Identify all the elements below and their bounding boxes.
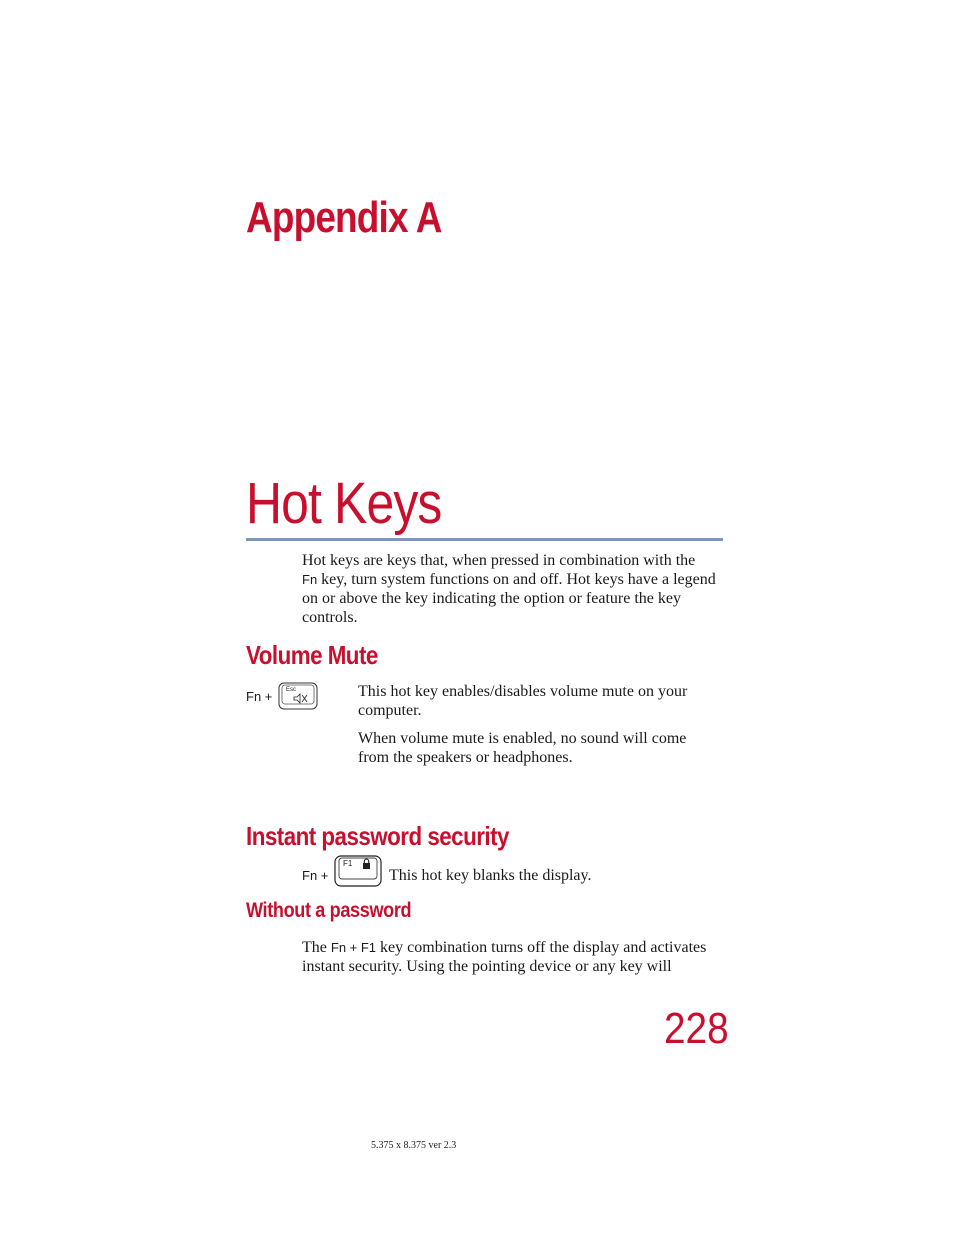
intro-paragraph [302,551,727,627]
intro-text-1: Hot keys are keys that, when pressed in combination with the [302,552,696,569]
page-number: 228 [664,1004,729,1053]
volume-mute-note: When volume mute is enabled, no sound will come from the speakers or headphones. [358,730,687,766]
instant-password-description: This hot key blanks the display. [389,867,592,884]
appendix-title: Appendix A [246,193,442,242]
without-password-heading: Without a password [246,899,412,922]
footer-version: 5.375 x 8.375 ver 2.3 [371,1140,457,1151]
fn-f1-combo-label: Fn + F1 [330,940,377,955]
fn-plus-label: Fn + [246,688,273,704]
without-password-text-1: The [302,939,331,956]
volume-mute-key-combo [246,682,318,710]
volume-mute-description: This hot key enables/disables volume mute on your computer. [358,683,688,719]
f1-key-icon [334,855,382,887]
f1-key-text: F1 [343,859,353,868]
title-rule [246,538,723,541]
esc-key-text: Esc [286,687,297,693]
chapter-title: Hot Keys [246,471,442,536]
fn-plus-label: Fn + [302,867,329,883]
esc-key-icon [278,682,318,710]
instant-password-heading: Instant password security [246,821,509,851]
intro-text-2: key, turn system functions on and off. Hot keys have a legend on or above the key indicating the option or feature the key controls. [302,571,716,626]
volume-mute-heading: Volume Mute [246,640,378,670]
instant-password-key-combo [302,855,382,887]
without-password-text-2: key combination turns off the display and activates instant security. Using the pointing device or any key will [302,939,707,975]
fn-key-label: Fn [302,572,318,587]
without-password-paragraph [302,938,727,976]
